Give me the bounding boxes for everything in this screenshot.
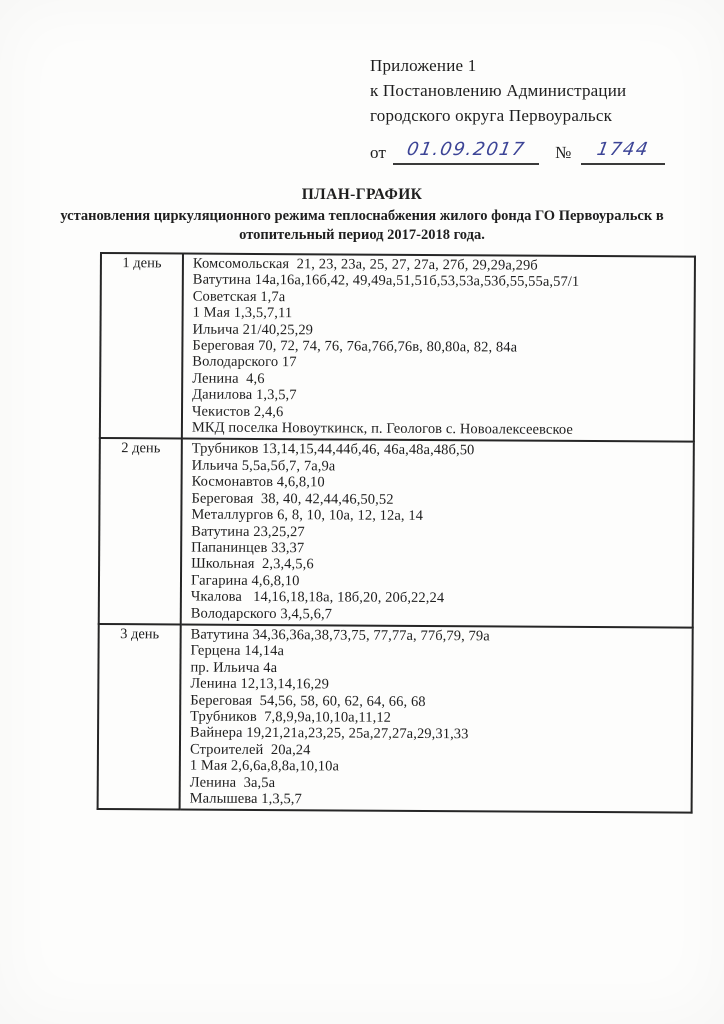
street-line: Трубников 13,14,15,44,44б,46, 46а,48а,48б,50 (191, 441, 475, 459)
street-line: 1 Мая 2,6,6а,8,8а,10,10а (189, 757, 340, 775)
table-row (99, 438, 694, 627)
street-line: Чкалова 14,16,18,18а, 18б,20, 20б,22,24 (190, 588, 445, 607)
street-line: Ватутина 34,36,36а,38,73,75, 77,77а, 77б,79, 79а (190, 626, 490, 645)
street-line: Ватутина 23,25,27 (191, 523, 305, 540)
street-line: Вайнера 19,21,21а,23,25, 25а,27,27а,29,31,33 (190, 724, 469, 743)
street-line: Строителей 20а,24 (189, 741, 311, 759)
street-line: Школьная 2,3,4,5,6 (191, 555, 314, 573)
street-line: пр. Ильича 4а (190, 659, 278, 676)
document-title: ПЛАН-ГРАФИК (301, 186, 423, 203)
day-cell: 1 день (100, 253, 183, 439)
street-line: Комсомольская 21, 23, 23а, 25, 27, 27а, 27б, 29,29а,29б (192, 255, 538, 274)
street-line: Советская 1,7а (192, 288, 286, 305)
street-line: Ленина 12,13,14,16,29 (190, 675, 330, 693)
street-line: Металлургов 6, 8, 10, 10а, 12, 12а, 14 (191, 506, 424, 525)
street-line: Береговая 70, 72, 74, 76, 76а,76б,76в, 80,80а, 82, 84а (192, 337, 518, 356)
street-line: Герцена 14,14а (190, 642, 285, 660)
number-field (581, 139, 665, 165)
street-line: Ленина 4,6 (192, 370, 265, 387)
street-line: Чекистов 2,4,6 (191, 403, 284, 420)
street-line: Трубников 7,8,9,9а,10,10а,11,12 (190, 708, 392, 726)
street-line: Володарского 3,4,5,6,7 (190, 605, 333, 622)
street-line: Ленина 3а,5а (189, 774, 276, 791)
street-line: Малышева 1,3,5,7 (189, 790, 302, 808)
table-row (98, 624, 693, 813)
streets-cell (181, 439, 694, 628)
street-line: Папанинцев 33,37 (191, 539, 305, 557)
table-row (100, 253, 695, 442)
streets-cell (180, 624, 693, 813)
day-cell: 3 день (98, 624, 181, 810)
street-line: Космонавтов 4,6,8,10 (191, 473, 325, 491)
schedule-table-wrap (97, 252, 696, 814)
schedule-table-body (98, 253, 695, 813)
document-subtitle-line1: установления циркуляционного режима теплоснабжения жилого фонда ГО Первоуральск в (60, 208, 664, 224)
appendix-line-1: Приложение 1 (370, 56, 477, 75)
street-line: Береговая 38, 40, 42,44,46,50,52 (191, 490, 394, 508)
handwritten-date: 01.09.2017 (405, 139, 528, 160)
street-line: Гагарина 4,6,8,10 (190, 572, 300, 589)
date-field (393, 139, 539, 165)
handwritten-number: 1744 (594, 139, 651, 160)
street-line: Ватутина 14а,16а,16б,42, 49,49а,51,51б,53,53а,53б,55,55а,57/1 (192, 271, 580, 291)
street-line: Ильича 21/40,25,29 (192, 321, 314, 338)
number-sign: № (555, 143, 572, 162)
reference-line (370, 139, 665, 165)
street-line: МКД поселка Новоуткинск, п. Геологов с. Новоалексеевское (191, 419, 574, 438)
street-line: Володарского 17 (192, 354, 297, 371)
document-title-block (42, 186, 682, 245)
document-subtitle-line2: отопительный период 2017-2018 года. (239, 227, 485, 243)
from-label: от (370, 143, 387, 162)
appendix-line-3: городского округа Первоуральск (370, 106, 613, 125)
street-line: Данилова 1,3,5,7 (192, 386, 297, 404)
streets-cell (182, 254, 695, 443)
street-line: 1 Мая 1,3,5,7,11 (192, 304, 293, 322)
day-cell: 2 день (99, 438, 182, 624)
street-line: Береговая 54,56, 58, 60, 62, 64, 66, 68 (190, 692, 426, 710)
street-line: Ильича 5,5а,5б,7, 7а,9а (191, 457, 336, 475)
schedule-table (97, 252, 696, 814)
appendix-line-2: к Постановлению Администрации (370, 81, 627, 100)
appendix-header (370, 53, 665, 165)
